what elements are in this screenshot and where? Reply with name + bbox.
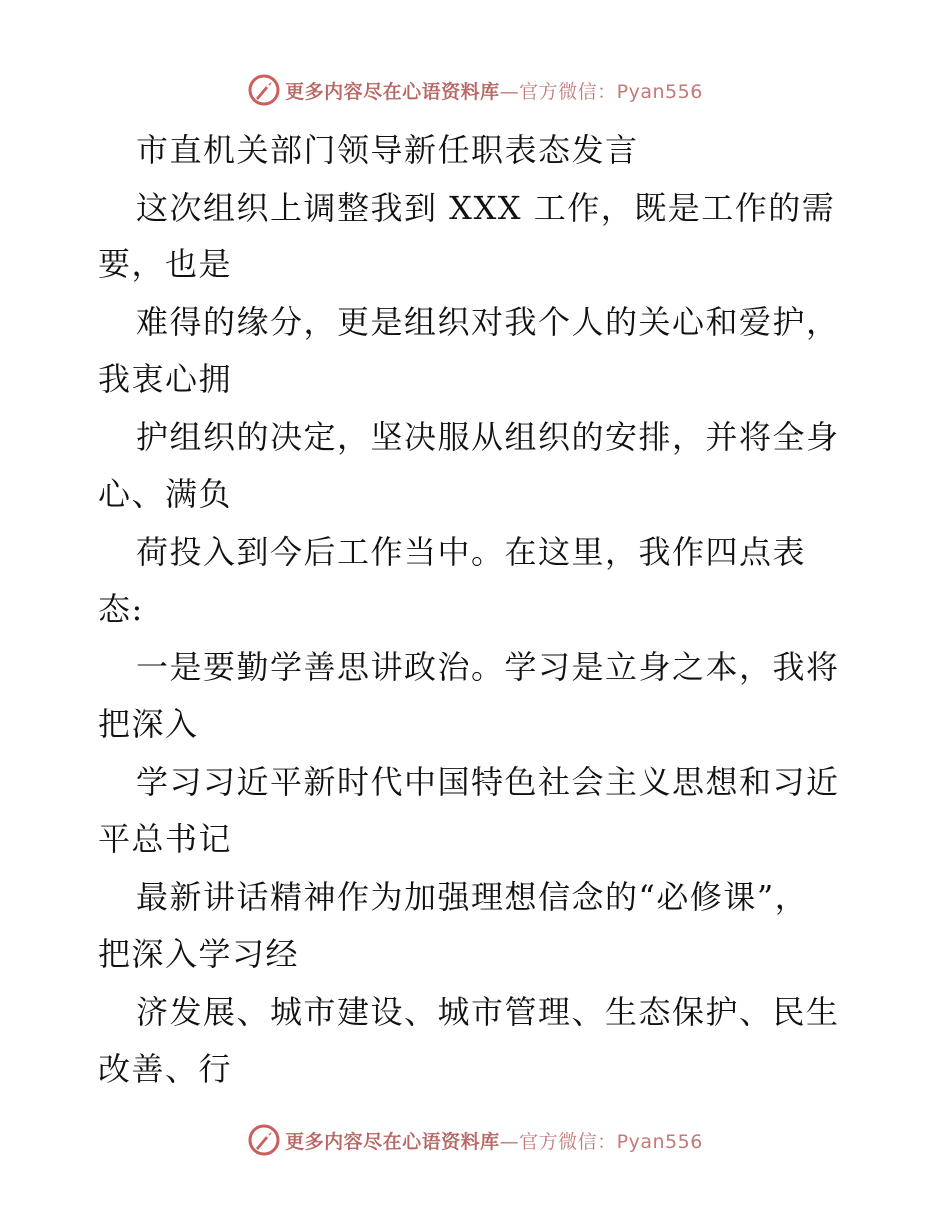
footer-banner (0, 1120, 950, 1160)
paragraph-line: 把深入学习经 (98, 935, 300, 973)
paragraph-line: 态: (98, 590, 144, 628)
paragraph-line: 把深入 (98, 705, 199, 743)
pen-nib-logo-icon (247, 1123, 281, 1157)
paragraph-line: 荷投入到今后工作当中。在这里，我作四点表 (136, 533, 807, 571)
paragraph-line: 要，也是 (98, 245, 233, 283)
paragraph-line: 学习习近平新时代中国特色社会主义思想和习近 (136, 763, 840, 801)
paragraph-line: 济发展、城市建设、城市管理、生态保护、民生 (136, 993, 840, 1031)
paragraph-line: 改善、行 (98, 1050, 233, 1088)
paragraph-line: 最新讲话精神作为加强理想信念的“必修课”， (136, 878, 809, 916)
pen-nib-logo-icon (247, 73, 281, 107)
paragraph-line: 心、满负 (98, 475, 233, 513)
paragraph-line: 平总书记 (98, 820, 233, 858)
footer-banner-title: 更多内容尽在心语资料库 (285, 1130, 500, 1153)
paragraph-line: 我衷心拥 (98, 360, 233, 398)
header-banner (0, 70, 950, 110)
header-banner-text (285, 77, 703, 104)
footer-banner-wechat: —官方微信：Pyan556 (499, 1130, 703, 1153)
document-title: 市直机关部门领导新任职表态发言 (136, 131, 639, 169)
paragraph-line: 难得的缘分，更是组织对我个人的关心和爱护， (136, 303, 840, 341)
paragraph-line: 护组织的决定，坚决服从组织的安排，并将全身 (136, 418, 840, 456)
header-banner-wechat: —官方微信：Pyan556 (499, 80, 703, 103)
footer-banner-text (285, 1127, 703, 1154)
paragraph-line: 这次组织上调整我到 XXX 工作，既是工作的需 (136, 189, 836, 227)
paragraph-line: 一是要勤学善思讲政治。学习是立身之本，我将 (136, 648, 840, 686)
header-banner-title: 更多内容尽在心语资料库 (285, 80, 500, 103)
